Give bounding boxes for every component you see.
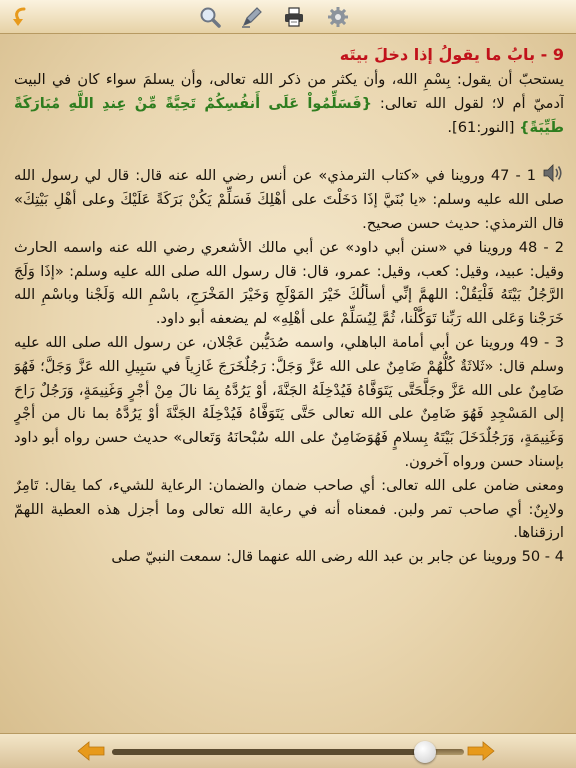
chapter-title: 9 - بابُ ما يقولُ إذا دخلَ بيتَه — [339, 45, 564, 64]
slider-thumb[interactable] — [414, 741, 436, 763]
magnifier-icon — [198, 5, 222, 29]
paragraph-intro — [14, 68, 564, 139]
explanation-paragraph: ومعنى ضامن على الله تعالى: أي صاحب ضمان والضمان: الرعاية للشيء، كما يقال: تَامِرٌ ولابِنٌ: أي صاحب تمر ولبن. فمعناه أنه في رعاية الله تعالى وما أجزل هذه العطية اللهمّ ارزقناها. — [14, 476, 564, 542]
hadith-49: 3 - 49 وروينا عن أبي أمامة الباهلي، واسمه صُدَيُّبن عَجْلان، عن رسول الله صلى الله عليه وسلم قال: «ثَلاثَةٌ كُلُّهُمْ ضَامِنٌ على الله عَزَّ وَجَلَّ: رَجُلٌخَرَجَ غَازِياً في سَبِيلِ الله عَزَّ وَجَلَّ؛ فَهُوَ ضَامِنٌ على الله عَزَّ وجَلَّحَتَّى يَتَوَفَّاهُ فَيُدْخِلَهُ الجَنَّةَ، أوْ يَرُدَّهُ بِمَا نالَ مِنْ أجْرٍ وَغَنِيمَةٍ، وَرَجُلٌ رَاحَ إلى المَسْجِدِ فَهُوَ ضَامِنٌ على الله تعالى حَتَّى يَتَوَفَّاهُ فَيُدْخِلَهُ الجَنَّةَ أوْ يَرُدَّهُ بما نال من أجْرٍ وَغَنِيمَةٍ، وَرَجُلٌدَخَلَ بَيْتَهُ بِسلامٍ فَهُوَضَامِنٌ على الله سُبْحانَهُ وَتَعالى» حديث حسن رواه أبو داود بإسناد حسن ورواه آخرون. — [14, 333, 564, 470]
book-page — [0, 34, 576, 733]
arrow-right-icon — [466, 747, 496, 766]
intro-text: يستحبّ أن يقول: بِسْمِ الله، وأن يكثر من ذكر الله تعالى، وأن يسلمَ سواء كان في البيت آدميّ أم لا؛ لقول الله تعالى: — [14, 71, 564, 112]
arrow-left-icon — [76, 747, 106, 766]
printer-icon — [282, 5, 306, 29]
hadith-48: 2 - 48 وروينا في «سنن أبي داود» عن أبي مالك الأشعري رضي الله عنه واسمه الحارث وقيل: عبيد، وقيل: كعب، وقيل: عمرو، قال: قال رسول الله صلى الله عليه وسلم: «إذَا وَلَجَ الرَّجُلُ بَيْتَهُ فَلْيَقُلْ: اللهمَّ إنِّي أسألُكَ خَيْرَ المَوْلَجِ وَخَيْرَ المَخْرَجِ، باسْمِ الله وَلَجْنا وباسْمِ الله خَرَجْنا وَعَلى الله رَبِّنا تَوَكَّلْنا، ثُمَّ لِيُسَلِّمْ على أهْلِهِ» لم يضعفه أبو داود. — [14, 238, 564, 328]
hadith-50: 4 - 50 وروينا عن جابر بن عبد الله رضى الله عنهما قال: سمعت النبيّ صلى — [111, 548, 564, 566]
pen-tool-icon — [240, 5, 264, 29]
previous-page-button[interactable] — [76, 740, 106, 762]
verse-reference: [النور:61]. — [447, 118, 520, 136]
page-slider[interactable] — [112, 749, 464, 755]
settings-button[interactable] — [325, 4, 351, 30]
curved-back-arrow-icon — [9, 5, 33, 29]
gear-icon — [326, 5, 350, 29]
bottom-navigation — [0, 733, 576, 768]
search-button[interactable] — [197, 4, 223, 30]
back-button[interactable] — [8, 4, 34, 30]
tools-button[interactable] — [239, 4, 265, 30]
slider-progress — [112, 749, 425, 755]
next-page-button[interactable] — [466, 740, 496, 762]
hadith-47-text: 1 - 47 وروينا في «كتاب الترمذي» عن أنس رضي الله عنه قال: قال لي رسول الله صلى الله عليه وسلم: «يا بُنَيَّ إذَا دَخَلْتَ على أهْلِكَ فَسَلِّمْ يَكُنْ بَرَكَةً عَلَيْكَ وعلى أهْلِ بَيْتِكَ» قال الترمذي: حديث حسن صحيح. — [14, 167, 564, 232]
page-content[interactable] — [14, 42, 564, 727]
print-button[interactable] — [281, 4, 307, 30]
top-toolbar — [0, 0, 576, 34]
hadith-47 — [14, 163, 564, 235]
quran-verse: {فَسَلِّمُواْ عَلَى أَنفُسِكُمْ تَحِيَّةً مِّنْ عِندِ اللَّهِ مُبَارَكَةً طَيِّبَةً} — [14, 94, 564, 136]
speaker-icon[interactable] — [542, 163, 564, 183]
